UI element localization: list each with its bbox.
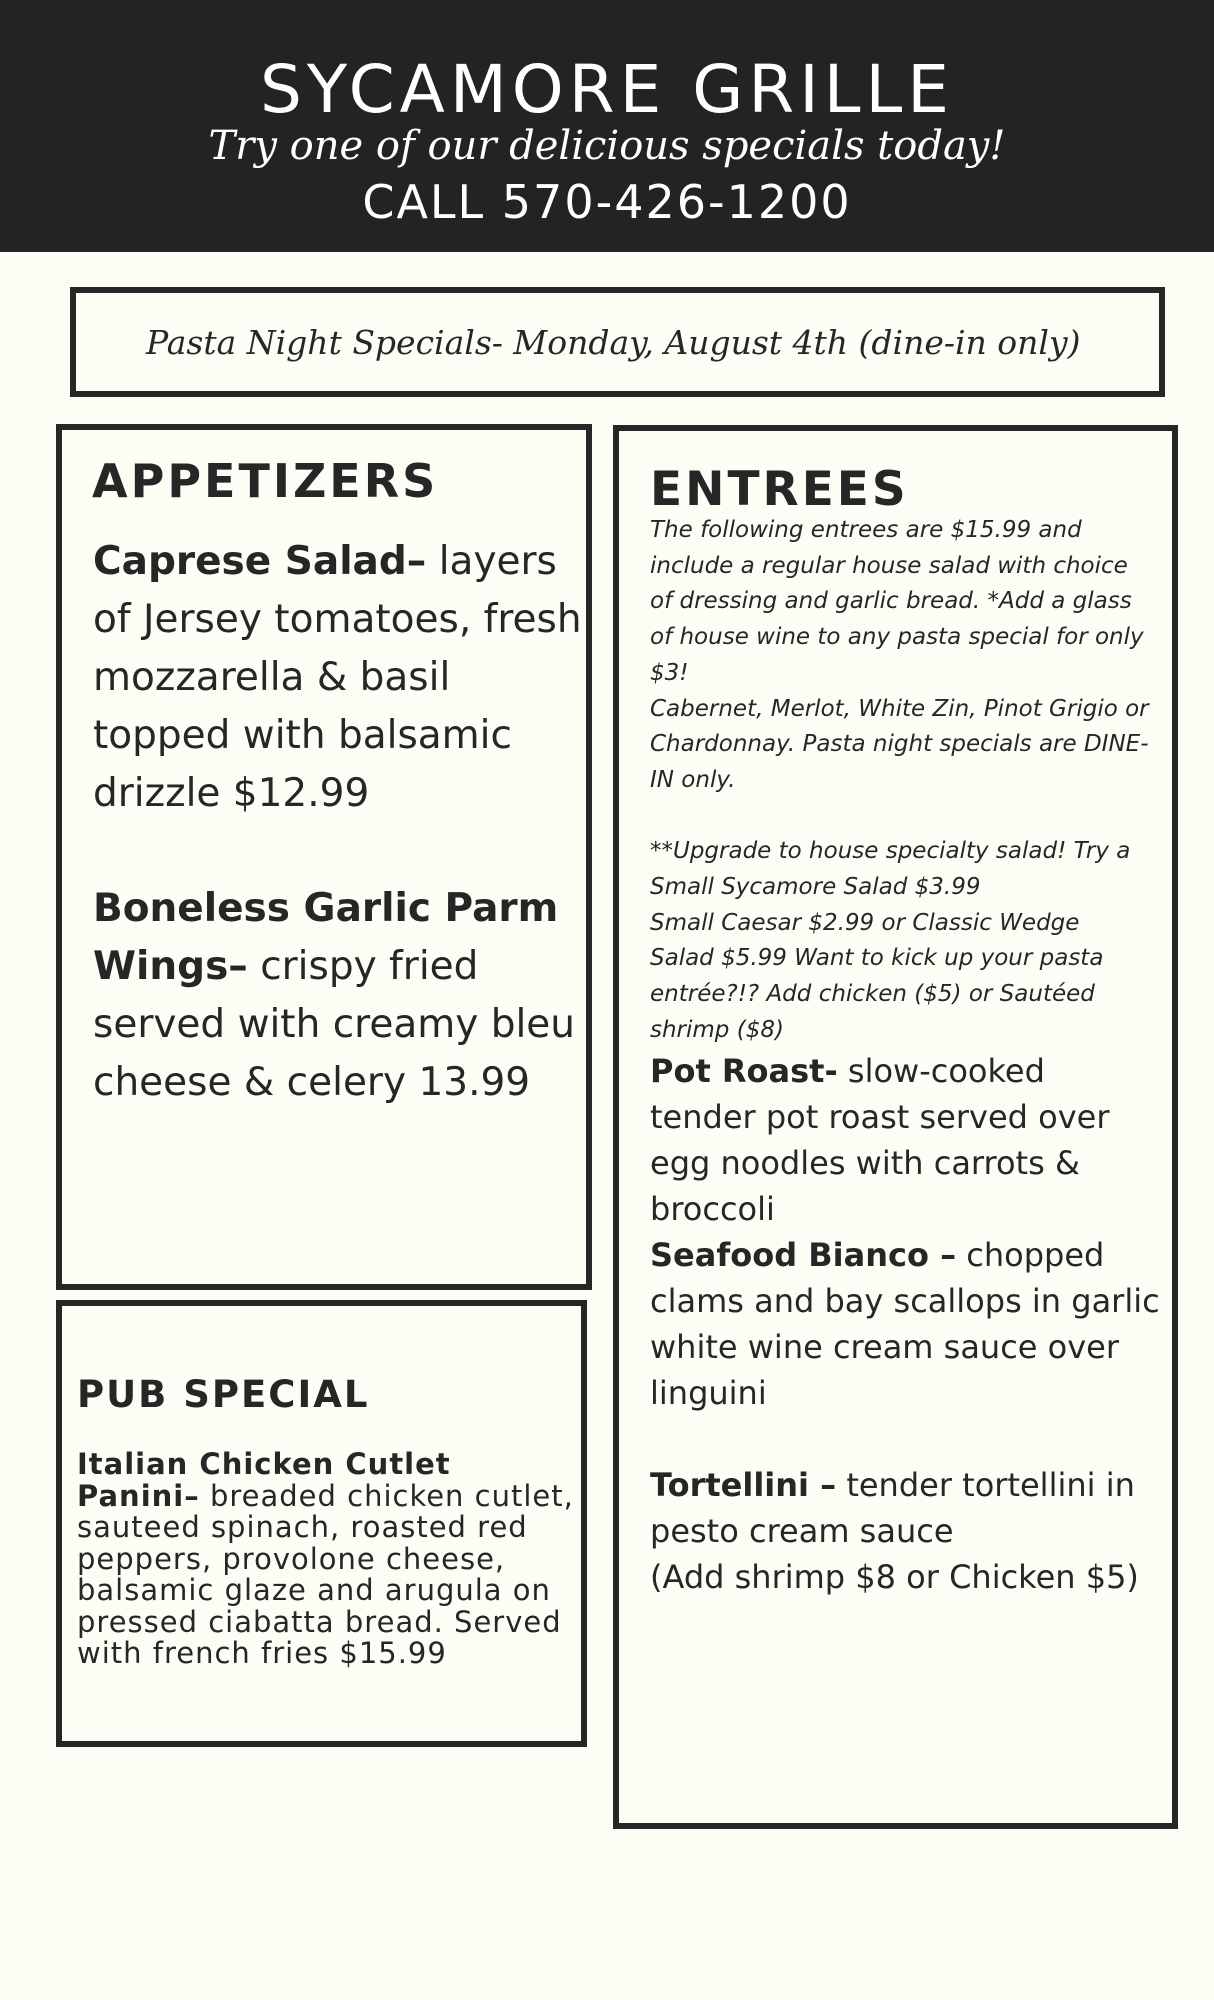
tagline: Try one of our delicious specials today!: [208, 123, 1006, 169]
menu-item-extra: (Add shrimp $8 or Chicken $5): [650, 1558, 1139, 1596]
menu-item: [77, 1449, 577, 1670]
pub-special-title: PUB SPECIAL: [77, 1373, 370, 1416]
phone-number: CALL 570-426-1200: [362, 175, 852, 229]
menu-item-name: Tortellini –: [650, 1466, 837, 1504]
menu-item-description: slow-cooked tender pot roast served over egg noodles with carrots & broccoli: [650, 1052, 1110, 1228]
menu-item: [93, 880, 593, 1112]
entrees-section: [613, 425, 1178, 1829]
pub-special-section: [56, 1300, 587, 1747]
appetizers-section: [56, 424, 592, 1290]
menu-item: [650, 1048, 1160, 1232]
restaurant-name: SYCAMORE GRILLE: [260, 51, 954, 128]
menu-item-name: Boneless Garlic Parm Wings–: [93, 886, 559, 989]
specials-banner: [70, 287, 1165, 397]
header: [0, 0, 1214, 252]
entrees-note: Cabernet, Merlot, White Zin, Pinot Grigio or Chardonnay. Pasta night specials are DINE-IN only.: [650, 695, 1149, 793]
note-spacer: [650, 799, 1150, 835]
entrees-note: Small Caesar $2.99 or Classic Wedge Salad $5.99 Want to kick up your pasta entrée?!? Add chicken ($5) or Sautéed shrimp ($8): [650, 909, 1104, 1043]
menu-item: [650, 1232, 1160, 1416]
entrees-notes: [650, 513, 1150, 1049]
menu-item-description: crispy fried served with creamy bleu cheese & celery 13.99: [93, 944, 575, 1105]
entrees-note: The following entrees are $15.99 and include a regular house salad with choice of dressing and garlic bread. *Add a glass of house wine to any pasta special for only $3!: [650, 517, 1144, 686]
menu-item-description: tender tortellini in pesto cream sauce: [650, 1466, 1135, 1550]
menu-item-description: layers of Jersey tomatoes, fresh mozzarella & basil topped with balsamic drizzle $12.99: [93, 539, 582, 816]
entrees-title: ENTREES: [650, 462, 909, 517]
banner-text: Pasta Night Specials- Monday, August 4th (dine-in only): [146, 323, 1081, 362]
entrees-note: **Upgrade to house specialty salad! Try a Small Sycamore Salad $3.99: [650, 838, 1131, 901]
appetizers-title: APPETIZERS: [92, 454, 439, 508]
menu-item-description: breaded chicken cutlet, sauteed spinach, roasted red peppers, provolone cheese, balsamic glaze and arugula on pressed ciabatta bread. Served with french fries $15.99: [77, 1478, 574, 1670]
menu-item-description: chopped clams and bay scallops in garlic white wine cream sauce over linguini: [650, 1236, 1160, 1412]
menu-item-name: Italian Chicken Cutlet Panini–: [77, 1447, 451, 1513]
menu-item: [93, 533, 593, 823]
menu-item-name: Seafood Bianco –: [650, 1236, 957, 1274]
menu-item-name: Pot Roast-: [650, 1052, 838, 1090]
menu-item-name: Caprese Salad–: [93, 539, 427, 584]
menu-item: [650, 1462, 1160, 1600]
